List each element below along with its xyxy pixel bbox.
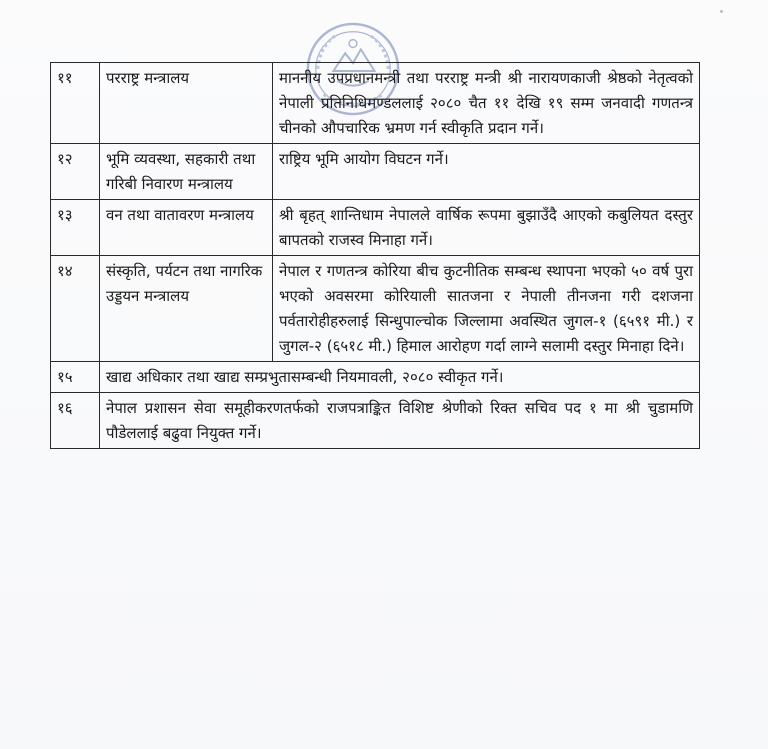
decision-cell: श्री बृहत् शान्तिधाम नेपालले वार्षिक रूपमा बुझाउँदै आएको कबुलियत दस्तुर बापतको राजस्व मिनाहा गर्ने। [273,200,700,256]
ministry-cell: संस्कृति, पर्यटन तथा नागरिक उड्डयन मन्त्रालय [100,256,273,362]
decision-cell: माननीय उपप्रधानमन्त्री तथा परराष्ट्र मन्त्री श्री नारायणकाजी श्रेष्ठको नेतृत्वको नेपाली प्रतिनिधिमण्डललाई २०८० चैत ११ देखि १९ सम्म जनवादी गणतन्त्र चीनको औपचारिक भ्रमण गर्न स्वीकृति प्रदान गर्ने। [273,63,700,144]
table-row [51,63,700,144]
row-number: ११ [51,63,100,144]
decisions-table [50,62,700,449]
decision-cell: नेपाल र गणतन्त्र कोरिया बीच कुटनीतिक सम्बन्ध स्थापना भएको ५० वर्ष पुरा भएको अवसरमा कोरियाली सातजना र नेपाली तीनजना गरी दशजना पर्वतारोहीहरुलाई सिन्धुपाल्चोक जिल्लामा अवस्थित जुगल-१ (६५९१ मी.) र जुगल-२ (६५१८ मी.) हिमाल आरोहण गर्दा लाग्ने सलामी दस्तुर मिनाहा दिने। [273,256,700,362]
table-row [51,393,700,449]
ministry-cell: भूमि व्यवस्था, सहकारी तथा गरिबी निवारण मन्त्रालय [100,144,273,200]
decision-cell: खाद्य अधिकार तथा खाद्य सम्प्रभुतासम्बन्धी नियमावली, २०८० स्वीकृत गर्ने। [100,362,700,393]
table-row [51,144,700,200]
row-number: १५ [51,362,100,393]
row-number: १३ [51,200,100,256]
paper-speck [720,10,723,13]
row-number: १६ [51,393,100,449]
ministry-cell: वन तथा वातावरण मन्त्रालय [100,200,273,256]
decision-cell: राष्ट्रिय भूमि आयोग विघटन गर्ने। [273,144,700,200]
table-row [51,200,700,256]
ministry-cell: परराष्ट्र मन्त्रालय [100,63,273,144]
table-row [51,256,700,362]
row-number: १२ [51,144,100,200]
table-row [51,362,700,393]
decision-cell: नेपाल प्रशासन सेवा समूहीकरणतर्फको राजपत्राङ्कित विशिष्ट श्रेणीको रिक्त सचिव पद १ मा श्री चुडामणि पौडेललाई बढुवा नियुक्त गर्ने। [100,393,700,449]
row-number: १४ [51,256,100,362]
